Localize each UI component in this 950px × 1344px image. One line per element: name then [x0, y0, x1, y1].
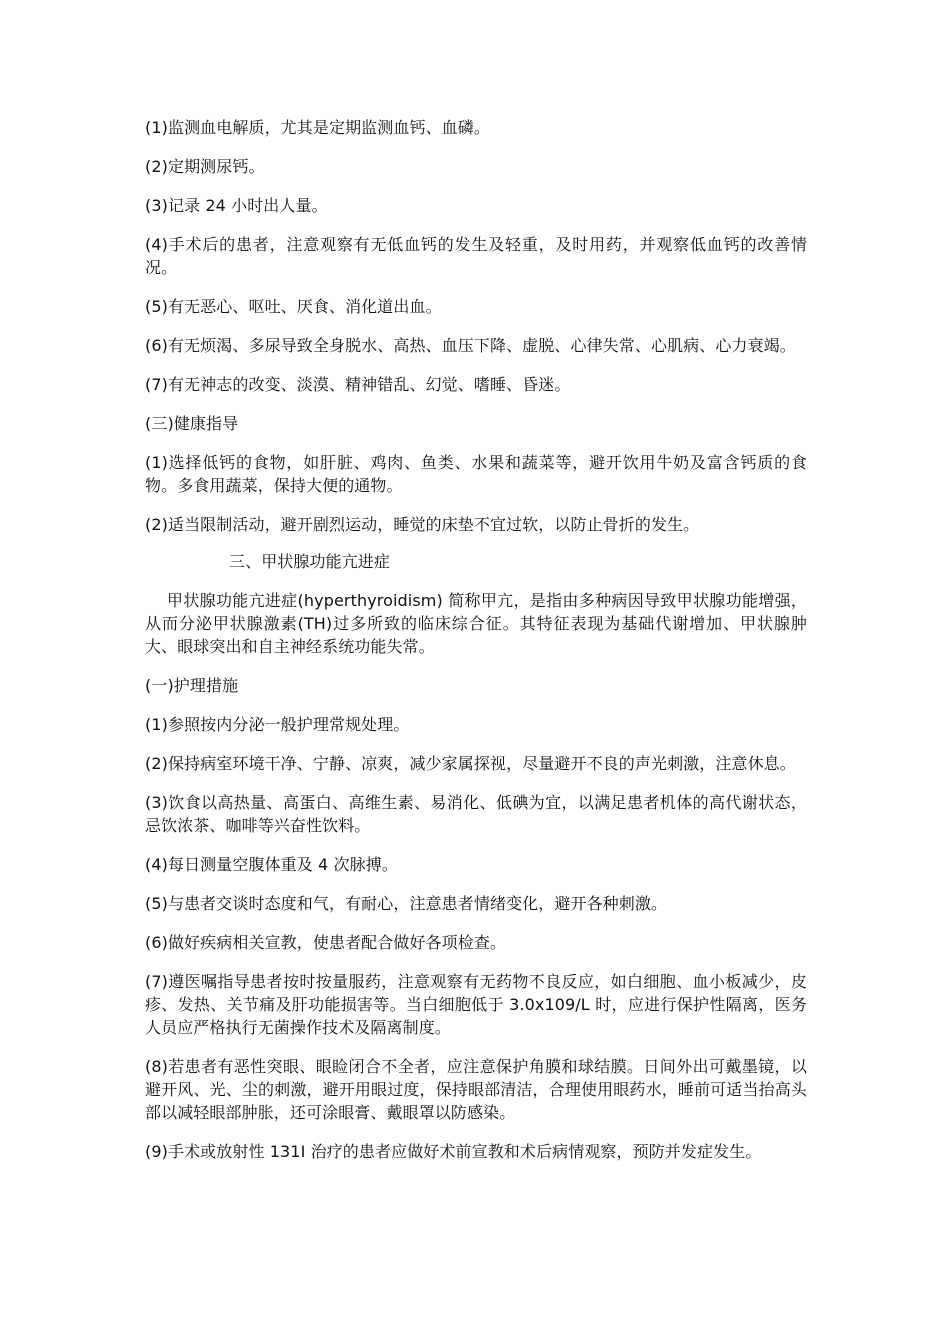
monitoring-item-1: (1)监测血电解质，尤其是定期监测血钙、血磷。 [145, 118, 490, 137]
nursing-item-5: (5)与患者交谈时态度和气，有耐心，注意患者情绪变化，避开各种刺激。 [145, 894, 668, 913]
nursing-item-4: (4)每日测量空腹体重及 4 次脉搏。 [145, 855, 398, 874]
nursing-measures-heading: (一)护理措施 [145, 676, 239, 695]
nursing-item-1: (1)参照按内分泌一般护理常规处理。 [145, 715, 410, 734]
nursing-item-6: (6)做好疾病相关宣教，使患者配合做好各项检查。 [145, 933, 507, 952]
health-item-1: (1)选择低钙的食物，如肝脏、鸡肉、鱼类、水果和蔬菜等，避开饮用牛奶及富含钙质的食物。多食用蔬菜，保持大便的通物。 [145, 453, 807, 495]
monitoring-item-6: (6)有无烦渴、多尿导致全身脱水、高热、血压下降、虚脱、心律失常、心肌病、心力衰竭。 [145, 336, 796, 355]
health-guidance-heading: (三)健康指导 [145, 414, 239, 433]
monitoring-item-3: (3)记录 24 小时出人量。 [145, 196, 328, 215]
document-page [145, 116, 807, 1179]
monitoring-item-7: (7)有无神志的改变、淡漠、精神错乱、幻觉、嗜睡、昏迷。 [145, 375, 571, 394]
monitoring-item-4: (4)手术后的患者，注意观察有无低血钙的发生及轻重，及时用药，并观察低血钙的改善情况。 [145, 235, 807, 277]
nursing-item-9: (9)手术或放射性 131I 治疗的患者应做好术前宣教和术后病情观察，预防并发症发生。 [145, 1142, 762, 1161]
nursing-item-8: (8)若患者有恶性突眼、眼睑闭合不全者，应注意保护角膜和球结膜。日间外出可戴墨镜，以避开风、光、尘的刺激，避开用眼过度，保持眼部清洁，合理使用眼药水，睡前可适当抬高头部以减轻眼部肿胀，还可涂眼膏、戴眼罩以防感染。 [145, 1057, 807, 1122]
nursing-item-2: (2)保持病室环境干净、宁静、凉爽，减少家属探视，尽量避开不良的声光刺激，注意休息。 [145, 754, 796, 773]
monitoring-item-2: (2)定期测尿钙。 [145, 157, 265, 176]
nursing-item-7: (7)遵医嘱指导患者按时按量服药，注意观察有无药物不良反应，如白细胞、血小板减少，皮疹、发热、关节痛及肝功能损害等。当白细胞低于 3.0x109/L 时，应进行保护性隔离，医务人员应严格执行无菌操作技术及隔离制度。 [145, 972, 807, 1037]
health-item-2: (2)适当限制活动，避开剧烈运动，睡觉的床垫不宜过软，以防止骨折的发生。 [145, 515, 700, 534]
chapter-intro: 甲状腺功能亢进症(hyperthyroidism) 简称甲亢，是指由多种病因导致甲状腺功能增强，从而分泌甲状腺激素(TH)过多所致的临床综合征。其特征表现为基础代谢增加、甲状腺肿大、眼球突出和自主神经系统功能失常。 [145, 591, 807, 656]
chapter-title: 三、甲状腺功能亢进症 [229, 552, 391, 571]
monitoring-item-5: (5)有无恶心、呕吐、厌食、消化道出血。 [145, 297, 442, 316]
nursing-item-3: (3)饮食以高热量、高蛋白、高维生素、易消化、低碘为宜，以满足患者机体的高代谢状态，忌饮浓茶、咖啡等兴奋性饮料。 [145, 793, 807, 835]
